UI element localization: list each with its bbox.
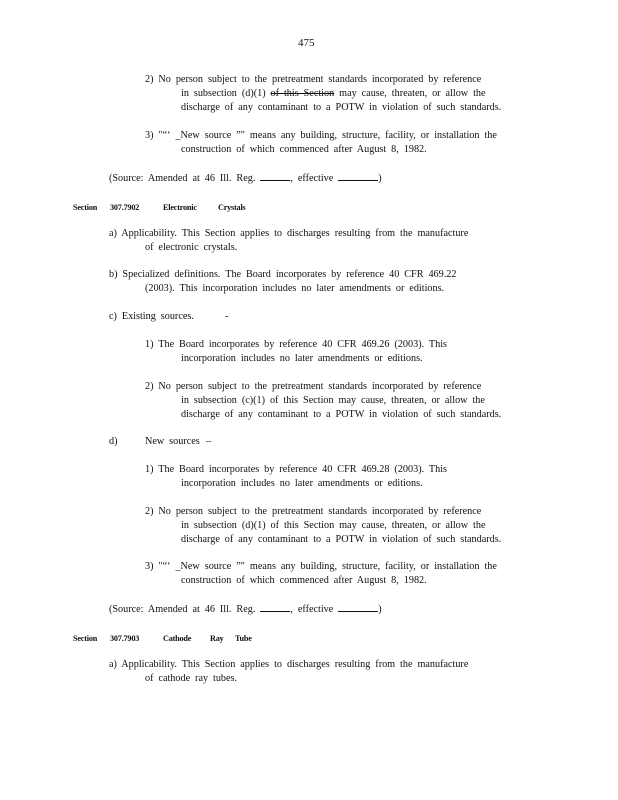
source-note [109,171,382,185]
section-title-word-3: Tube [235,634,252,643]
subsection-a-line-2: of electronic crystals. [145,242,238,253]
page-number: 475 [298,37,315,49]
item-3-line-1: 3) "“‘ _New source ”" means any building, structure, facility, or installation the [145,130,497,141]
d-item-2-line-1: 2) No person subject to the pretreatment standards incorporated by reference [145,506,482,517]
source-note-pre: (Source: Amended at 46 Ill. Reg. [109,173,256,184]
source-note-mid: , effective [290,173,334,184]
item-2-line-1: 2) No person subject to the pretreatment standards incorporated by reference [145,74,482,85]
d-item-1-line-2: incorporation includes no later amendments or editions. [181,478,423,489]
subsection-d-title: New sources [145,436,200,447]
source-note-pre: (Source: Amended at 46 Ill. Reg. [109,604,256,615]
item-3-line-2: construction of which commenced after August 8, 1982. [181,144,427,155]
subsection-c-dash: - [225,311,229,322]
item-2-line-2 [181,87,486,100]
section-heading-7903 [0,632,618,645]
c-item-2-line-2: in subsection (c)(1) of this Section may cause, threaten, or allow the [181,395,485,406]
c-item-2-line-1: 2) No person subject to the pretreatment standards incorporated by reference [145,381,482,392]
subsection-b-line-2: (2003). This incorporation includes no later amendments or editions. [145,283,445,294]
section-title-word-2: Ray [210,634,224,643]
item-2-line-2-post: may cause, threaten, or allow the [339,88,486,99]
item-2-line-3: discharge of any contaminant to a POTW in violation of such standards. [181,102,502,113]
subsection-7903-a-line-2: of cathode ray tubes. [145,673,238,684]
item-2-line-2-pre: in subsection (d)(1) [181,88,266,99]
c-item-1-line-2: incorporation includes no later amendments or editions. [181,353,423,364]
section-title-word-2: Crystals [218,203,246,212]
source-blank-reg [260,602,290,612]
d-item-2-line-2: in subsection (d)(1) of this Section may cause, threaten, or allow the [181,520,486,531]
subsection-7903-a-line-1: a) Applicability. This Section applies to discharges resulting from the manufacture [109,659,469,670]
source-note-mid: , effective [290,604,334,615]
c-item-1-line-1: 1) The Board incorporates by reference 40 CFR 469.26 (2003). This [145,339,448,350]
subsection-b-line-1: b) Specialized definitions. The Board incorporates by reference 40 CFR 469.22 [109,269,457,280]
section-number: 307.7903 [110,634,140,643]
source-blank-effective [338,602,378,612]
section-number: 307.7902 [110,203,140,212]
source-note-end: ) [378,604,382,615]
subsection-c-label: c) Existing sources. [109,311,194,322]
section-title-word-1: Cathode [163,634,192,643]
source-note-7902 [109,602,382,616]
d-item-3-line-2: construction of which commenced after August 8, 1982. [181,575,427,586]
struck-text: of this Section [270,88,335,99]
subsection-d-dash: – [206,436,212,447]
section-word: Section [73,203,98,212]
source-blank-effective [338,171,378,181]
source-blank-reg [260,171,290,181]
subsection-d-label: d) [109,436,118,447]
section-title-word-1: Electronic [163,203,197,212]
source-note-end: ) [378,173,382,184]
d-item-3-line-1: 3) "“‘ _New source ”" means any building, structure, facility, or installation the [145,561,497,572]
section-heading-7902 [0,201,618,214]
subsection-a-line-1: a) Applicability. This Section applies to discharges resulting from the manufacture [109,228,469,239]
section-word: Section [73,634,98,643]
d-item-1-line-1: 1) The Board incorporates by reference 40 CFR 469.28 (2003). This [145,464,448,475]
d-item-2-line-3: discharge of any contaminant to a POTW in violation of such standards. [181,534,502,545]
c-item-2-line-3: discharge of any contaminant to a POTW in violation of such standards. [181,409,502,420]
